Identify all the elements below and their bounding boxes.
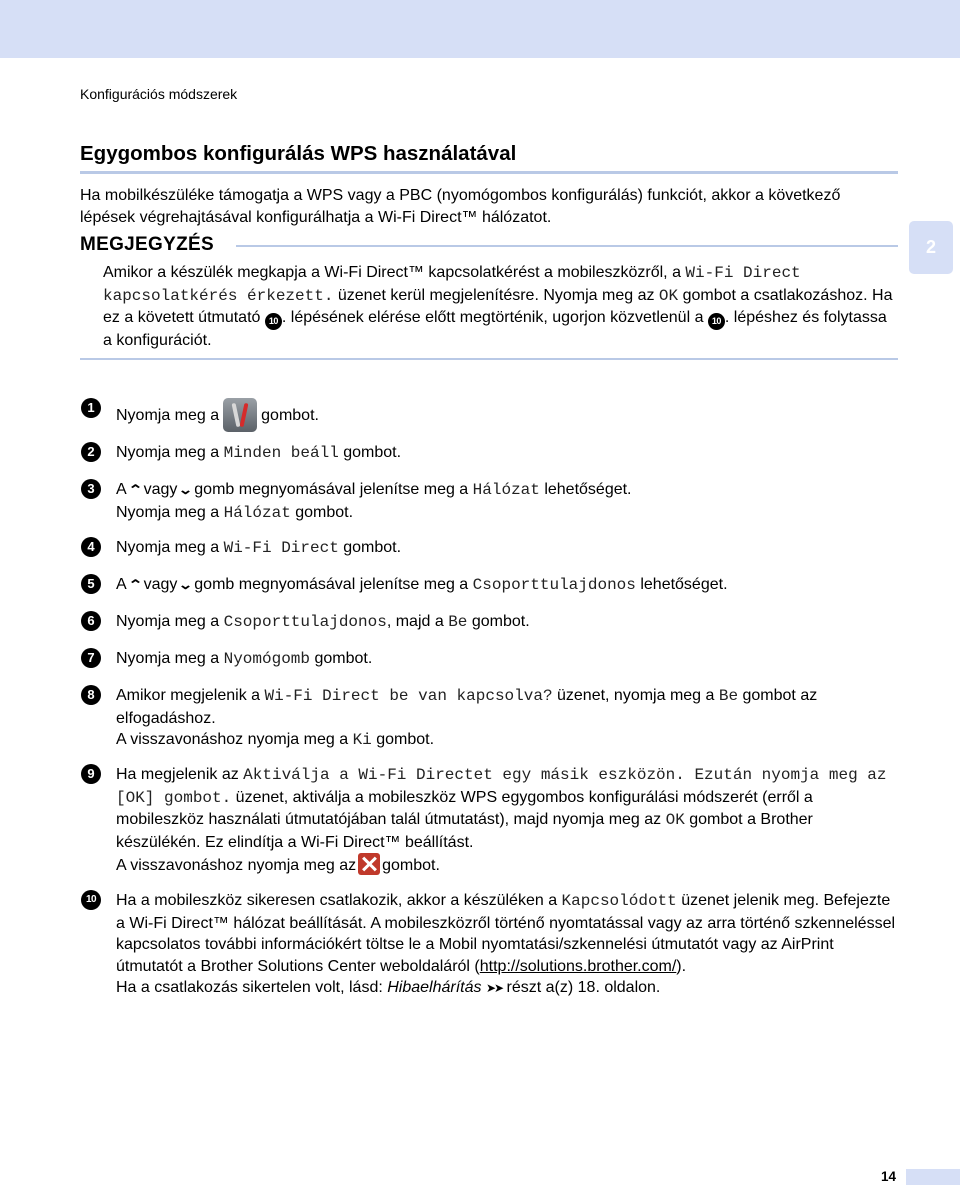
chapter-tab: 2 [909, 221, 953, 274]
step-badge-5: 5 [81, 574, 101, 594]
note-heading: MEGJEGYZÉS [80, 234, 214, 255]
step-badge-1: 1 [81, 398, 101, 418]
double-arrow-icon: ➤➤ [485, 981, 503, 995]
cancel-x-icon [358, 853, 380, 875]
running-header: Konfigurációs módszerek [80, 86, 238, 102]
step-badge-9: 9 [81, 764, 101, 784]
step-ref-badge: 10 [708, 313, 725, 330]
note-bottom-rule [80, 358, 898, 360]
chevron-up-icon: ⌃ [127, 482, 143, 497]
title-rule [80, 171, 898, 174]
step-5: A⌃vagy⌄gomb megnyomásával jelenítse meg a Csoporttulajdonos lehetőséget. [116, 576, 728, 594]
chevron-down-icon: ⌄ [178, 577, 194, 592]
step-3: A⌃vagy⌄gomb megnyomásával jelenítse meg a Hálózat lehetőséget. Nyomja meg a Hálózat gombot. [116, 481, 632, 522]
step-10: Ha a mobileszköz sikeresen csatlakozik, akkor a készüléken a Kapcsolódott üzenet jelenik meg. Befejezte a Wi-Fi Direct™ hálózat beállítását. A mobileszközről történő nyomtatással vagy az arra történő szkenneléssel kapcsolatos további információkért töltse le a Mobil nyomtatási/szkennelési útmutatót vagy az AirPrint útmutatót a Brother Solutions Center weboldaláról (http://solutions.brother.com/). Ha a csatlakozás sikertelen volt, lásd: Hibaelhárítás ➤➤ részt a(z) 18. oldalon. [116, 892, 896, 996]
step-badge-6: 6 [81, 611, 101, 631]
step-7: Nyomja meg a Nyomógomb gombot. [116, 650, 373, 668]
chevron-up-icon: ⌃ [127, 577, 143, 592]
step-8: Amikor megjelenik a Wi-Fi Direct be van kapcsolva? üzenet, nyomja meg a Be gombot az elfogadáshoz. A visszavonáshoz nyomja meg a Ki gombot. [116, 687, 818, 749]
section-title: Egygombos konfigurálás WPS használatával [80, 142, 517, 165]
step-1: Nyomja meg a gombot. [116, 398, 896, 432]
step-badge-4: 4 [81, 537, 101, 557]
step-4: Nyomja meg a Wi-Fi Direct gombot. [116, 539, 402, 557]
note-rule [236, 245, 898, 247]
step-6: Nyomja meg a Csoporttulajdonos, majd a Be gombot. [116, 613, 530, 631]
step-ref-badge: 10 [265, 313, 282, 330]
step-badge-2: 2 [81, 442, 101, 462]
step-badge-3: 3 [81, 479, 101, 499]
solutions-center-link[interactable]: http://solutions.brother.com/ [479, 957, 677, 975]
troubleshooting-ref[interactable]: Hibaelhárítás [387, 979, 482, 996]
step-9: Ha megjelenik az Aktiválja a Wi-Fi Directet egy másik eszközön. Ezután nyomja meg az [OK] gombot. üzenet, aktiválja a mobileszköz WPS egygombos konfigurálási módszerét (erről a mobileszköz használati útmutatójában talál útmutatást), majd nyomja meg az OK gombot a Brother készülékén. Ez elindítja a Wi-Fi Direct™ beállítást. A visszavonáshoz nyomja meg az gombot. [116, 766, 887, 874]
step-badge-10: 10 [81, 890, 101, 910]
settings-tools-icon [223, 398, 257, 432]
step-badge-7: 7 [81, 648, 101, 668]
chevron-down-icon: ⌄ [178, 482, 194, 497]
step-badge-8: 8 [81, 685, 101, 705]
top-band [0, 0, 960, 58]
step-2: Nyomja meg a Minden beáll gombot. [116, 444, 402, 462]
note-body: Amikor a készülék megkapja a Wi-Fi Direct™ kapcsolatkérést a mobileszközről, a Wi-Fi Direct kapcsolatkérés érkezett. üzenet kerül megjelenítésre. Nyomja meg az OK gombot a csatlakozáshoz. Ha ez a követett útmutató 10 . lépésének elérése előtt megtörténik, ugorjon közvetlenül a 10 . lépéshez és folytassa a konfigurációt. [103, 264, 893, 349]
page-number-bar [906, 1169, 960, 1185]
intro-paragraph: Ha mobilkészüléke támogatja a WPS vagy a PBC (nyomógombos konfigurálás) funkciót, akkor a következő lépések végrehajtásával konfigurálhatja a Wi-Fi Direct™ hálózatot. [80, 187, 841, 226]
page-number: 14 [881, 1169, 897, 1184]
